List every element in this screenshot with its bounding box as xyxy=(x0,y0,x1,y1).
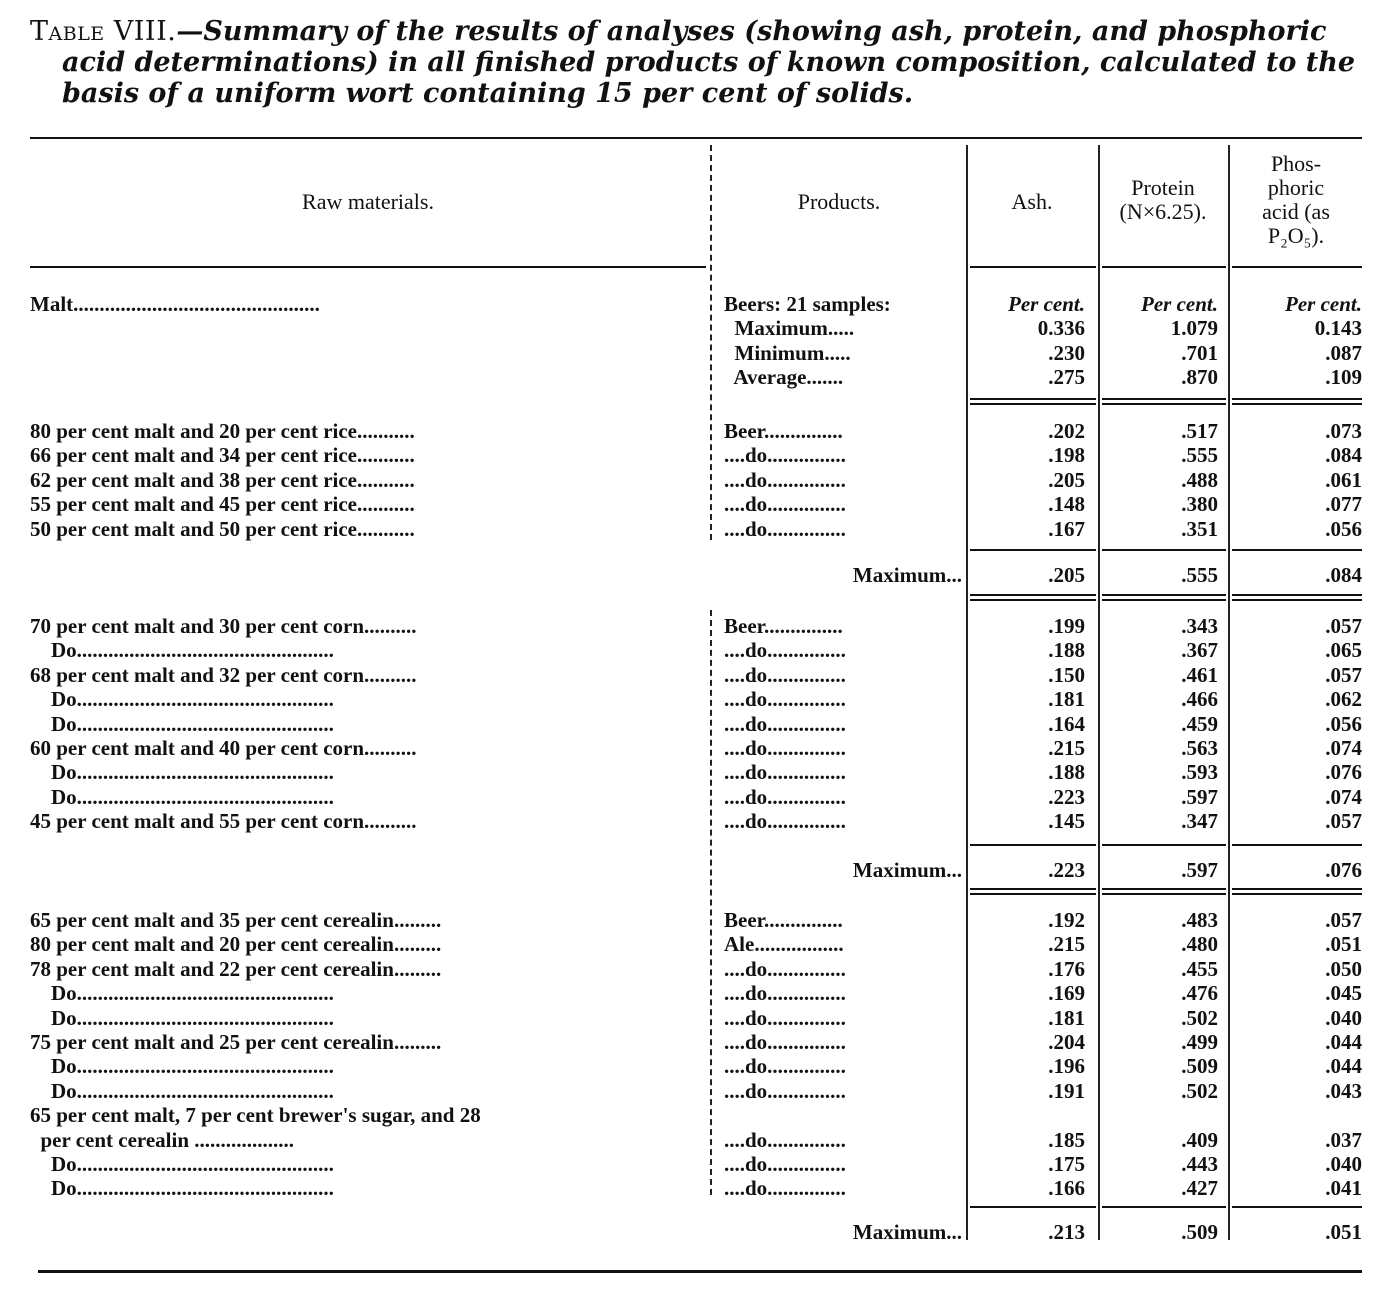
product-cell: ....do............... xyxy=(724,516,846,541)
product-cell: ....do............... xyxy=(724,492,846,517)
product-cell: ....do............... xyxy=(724,662,846,687)
raw-material-cell: Do................................................. xyxy=(30,638,334,663)
phosphoric-value: .045 xyxy=(1325,981,1362,1006)
raw-material-cell: Do................................................. xyxy=(30,687,334,712)
protein-value: .509 xyxy=(1181,1054,1218,1079)
double-rule-protein-group-2 xyxy=(1102,594,1226,596)
phosphoric-value: .056 xyxy=(1325,711,1362,736)
product-cell: Beer............... xyxy=(724,614,843,638)
phosphoric-value: Per cent. xyxy=(1285,292,1362,316)
protein-value: .476 xyxy=(1181,981,1218,1006)
header-ash: Ash. xyxy=(1011,189,1053,214)
phosphoric-value: .057 xyxy=(1325,809,1362,834)
phosphoric-value: .037 xyxy=(1325,1127,1362,1152)
header-rule-protein xyxy=(1102,266,1226,268)
ash-value: .145 xyxy=(1048,809,1085,834)
table-number: Table VIII. xyxy=(30,16,177,47)
phosphoric-value: .061 xyxy=(1325,467,1362,492)
phosphoric-value: 0.143 xyxy=(1314,316,1362,341)
protein-value: .347 xyxy=(1181,809,1218,834)
double-rule-protein-group-3-2 xyxy=(1102,893,1226,895)
header-protein: Protein (N×6.25). xyxy=(1119,175,1207,224)
phosphoric-value: .044 xyxy=(1325,1054,1362,1079)
ash-value: .166 xyxy=(1048,1176,1085,1201)
protein-value: .593 xyxy=(1181,760,1218,785)
table-top-rule xyxy=(30,137,1362,139)
ash-value: .230 xyxy=(1048,340,1085,365)
phosphoric-value: .050 xyxy=(1325,956,1362,981)
ash-value: .150 xyxy=(1048,662,1085,687)
max-rule-phos-3 xyxy=(1232,1206,1362,1208)
product-cell: ....do............... xyxy=(724,1005,846,1030)
protein-value: .427 xyxy=(1181,1176,1218,1201)
phosphoric-value: .077 xyxy=(1325,492,1362,517)
ash-value: .185 xyxy=(1048,1127,1085,1152)
protein-value: .870 xyxy=(1181,365,1218,390)
protein-value: .499 xyxy=(1181,1030,1218,1054)
max-rule-phos-1 xyxy=(1232,549,1362,551)
product-cell: ....do............... xyxy=(724,1054,846,1079)
max-ash-value: .205 xyxy=(1048,563,1085,587)
phosphoric-value: .056 xyxy=(1325,516,1362,541)
raw-material-cell: Do................................................. xyxy=(30,1176,334,1201)
max-rule-protein-3 xyxy=(1102,1206,1226,1208)
raw-material-cell: 66 per cent malt and 34 per cent rice........... xyxy=(30,443,415,468)
max-rule-ash-2 xyxy=(970,844,1096,846)
product-cell: ....do............... xyxy=(724,1030,846,1054)
phosphoric-value: .109 xyxy=(1325,365,1362,390)
phosphoric-value: .040 xyxy=(1325,1005,1362,1030)
ash-value: .205 xyxy=(1048,467,1085,492)
protein-value: .351 xyxy=(1181,516,1218,541)
raw-material-cell: Do................................................. xyxy=(30,711,334,736)
phosphoric-value: .076 xyxy=(1325,760,1362,785)
ash-value: .164 xyxy=(1048,711,1085,736)
raw-material-cell: 50 per cent malt and 50 per cent rice........... xyxy=(30,516,415,541)
double-rule-phos-group-3-2 xyxy=(1232,893,1362,895)
protein-value: .488 xyxy=(1181,467,1218,492)
product-cell: ....do............... xyxy=(724,687,846,712)
header-rule-phos xyxy=(1232,266,1362,268)
product-cell: Average....... xyxy=(724,365,844,390)
raw-material-cell: per cent cerealin ................... xyxy=(30,1127,295,1152)
protein-value: .455 xyxy=(1181,956,1218,981)
header-rule-ash xyxy=(970,266,1096,268)
phosphoric-value: .062 xyxy=(1325,687,1362,712)
protein-value: Per cent. xyxy=(1141,292,1218,316)
product-cell: ....do............... xyxy=(724,981,846,1006)
header-phosphoric: Phos- phoric acid (as P₂O₅). xyxy=(1262,151,1330,248)
phosphoric-value: .073 xyxy=(1325,419,1362,443)
protein-value: .597 xyxy=(1181,784,1218,809)
protein-value: .367 xyxy=(1181,638,1218,663)
raw-material-cell: 65 per cent malt and 35 per cent cerealin......... xyxy=(30,908,442,932)
raw-material-cell: Do................................................. xyxy=(30,1005,334,1030)
max-ash-value: .213 xyxy=(1048,1220,1085,1244)
raw-material-cell: 65 per cent malt, 7 per cent brewer's sugar, and 28 xyxy=(30,1103,481,1128)
double-rule-protein-group-1 xyxy=(1102,398,1226,400)
ash-value: .196 xyxy=(1048,1054,1085,1079)
ash-value: .181 xyxy=(1048,687,1085,712)
raw-material-cell: 80 per cent malt and 20 per cent cerealin......... xyxy=(30,932,442,957)
raw-material-cell: 70 per cent malt and 30 per cent corn.......... xyxy=(30,614,417,638)
ash-value: .215 xyxy=(1048,736,1085,760)
ash-value: .169 xyxy=(1048,981,1085,1006)
protein-value: 1.079 xyxy=(1170,316,1218,341)
table-bottom-rule xyxy=(38,1270,1362,1273)
double-rule-phos-group-1 xyxy=(1232,398,1362,400)
protein-value: .343 xyxy=(1181,614,1218,638)
phosphoric-value: .043 xyxy=(1325,1078,1362,1103)
phosphoric-value: .057 xyxy=(1325,908,1362,932)
caption-text-1: —Summary of the results of analyses (showing ash, protein, and phosphoric xyxy=(176,16,1327,47)
phosphoric-value: .065 xyxy=(1325,638,1362,663)
raw-material-cell: Do................................................. xyxy=(30,1078,334,1103)
raw-material-cell: 55 per cent malt and 45 per cent rice........... xyxy=(30,492,415,517)
protein-value: .502 xyxy=(1181,1078,1218,1103)
protein-value: .563 xyxy=(1181,736,1218,760)
maximum-label: Maximum... xyxy=(852,858,962,882)
caption-text-3: basis of a uniform wort containing 15 per cent of solids. xyxy=(62,78,914,109)
product-cell: Beer............... xyxy=(724,419,843,443)
product-cell: ....do............... xyxy=(724,1078,846,1103)
double-rule-phos-group-2-2 xyxy=(1232,599,1362,601)
max-rule-protein-2 xyxy=(1102,844,1226,846)
protein-value: .459 xyxy=(1181,711,1218,736)
ash-value: .188 xyxy=(1048,760,1085,785)
double-rule-ash-group-3 xyxy=(970,888,1096,890)
product-cell: Ale................. xyxy=(724,932,844,957)
raw-material-cell: Do................................................. xyxy=(30,760,334,785)
double-rule-protein-group-1-2 xyxy=(1102,403,1226,405)
protein-value: .483 xyxy=(1181,908,1218,932)
ash-value: .167 xyxy=(1048,516,1085,541)
raw-material-cell: 80 per cent malt and 20 per cent rice........... xyxy=(30,419,415,443)
double-rule-protein-group-3 xyxy=(1102,888,1226,890)
column-divider-products xyxy=(710,145,712,540)
protein-value: .701 xyxy=(1181,340,1218,365)
protein-value: .502 xyxy=(1181,1005,1218,1030)
raw-material-cell: 75 per cent malt and 25 per cent cerealin......... xyxy=(30,1030,442,1054)
phosphoric-value: .084 xyxy=(1325,443,1362,468)
max-phosphoric-value: .084 xyxy=(1325,563,1362,587)
ash-value: .181 xyxy=(1048,1005,1085,1030)
protein-value: .380 xyxy=(1181,492,1218,517)
phosphoric-value: .087 xyxy=(1325,340,1362,365)
raw-material-cell: 78 per cent malt and 22 per cent cerealin......... xyxy=(30,956,442,981)
max-protein-value: .555 xyxy=(1181,563,1218,587)
product-cell: ....do............... xyxy=(724,1152,846,1176)
raw-material-cell: Do................................................. xyxy=(30,981,334,1006)
double-rule-phos-group-2 xyxy=(1232,594,1362,596)
ash-value: .192 xyxy=(1048,908,1085,932)
caption-text-2: acid determinations) in all finished products of known composition, calculated to the xyxy=(62,47,1356,78)
ash-value: .188 xyxy=(1048,638,1085,663)
double-rule-phos-group-1-2 xyxy=(1232,403,1362,405)
raw-material-cell: 45 per cent malt and 55 per cent corn.......... xyxy=(30,809,417,834)
product-cell: ....do............... xyxy=(724,443,846,468)
ash-value: .176 xyxy=(1048,956,1085,981)
double-rule-ash-group-3-2 xyxy=(970,893,1096,895)
protein-value: .461 xyxy=(1181,662,1218,687)
protein-value: .555 xyxy=(1181,443,1218,468)
max-rule-phos-2 xyxy=(1232,844,1362,846)
product-cell: Beers: 21 samples: xyxy=(724,292,891,316)
protein-value: .480 xyxy=(1181,932,1218,957)
header-raw-materials: Raw materials. xyxy=(302,189,434,214)
maximum-label: Maximum... xyxy=(852,563,962,587)
phosphoric-value: .040 xyxy=(1325,1152,1362,1176)
product-cell: ....do............... xyxy=(724,956,846,981)
ash-value: .204 xyxy=(1048,1030,1085,1054)
ash-value: .199 xyxy=(1048,614,1085,638)
raw-material-cell: Malt............................................... xyxy=(30,292,320,316)
raw-material-cell: 60 per cent malt and 40 per cent corn.......... xyxy=(30,736,417,760)
product-cell: ....do............... xyxy=(724,809,846,834)
phosphoric-value: .044 xyxy=(1325,1030,1362,1054)
raw-material-cell: Do................................................. xyxy=(30,1054,334,1079)
ash-value: .275 xyxy=(1048,365,1085,390)
protein-value: .466 xyxy=(1181,687,1218,712)
product-cell: Beer............... xyxy=(724,908,843,932)
max-rule-ash-3 xyxy=(970,1206,1096,1208)
phosphoric-value: .057 xyxy=(1325,614,1362,638)
column-divider-phos xyxy=(1228,145,1230,1240)
product-cell: Minimum..... xyxy=(724,340,851,365)
max-ash-value: .223 xyxy=(1048,858,1085,882)
phosphoric-value: .074 xyxy=(1325,784,1362,809)
product-cell: ....do............... xyxy=(724,760,846,785)
raw-material-cell: 62 per cent malt and 38 per cent rice........... xyxy=(30,467,415,492)
ash-value: .223 xyxy=(1048,784,1085,809)
ash-value: 0.336 xyxy=(1037,316,1085,341)
product-cell: Maximum..... xyxy=(724,316,855,341)
ash-value: .202 xyxy=(1048,419,1085,443)
raw-material-cell: Do................................................. xyxy=(30,784,334,809)
phosphoric-value: .051 xyxy=(1325,932,1362,957)
maximum-label: Maximum... xyxy=(852,1220,962,1244)
phosphoric-value: .041 xyxy=(1325,1176,1362,1201)
protein-value: .443 xyxy=(1181,1152,1218,1176)
phosphoric-value: .074 xyxy=(1325,736,1362,760)
max-phosphoric-value: .051 xyxy=(1325,1220,1362,1244)
ash-value: .215 xyxy=(1048,932,1085,957)
max-rule-protein-1 xyxy=(1102,549,1226,551)
double-rule-ash-group-1-2 xyxy=(970,403,1096,405)
ash-value: .175 xyxy=(1048,1152,1085,1176)
max-protein-value: .597 xyxy=(1181,858,1218,882)
raw-material-cell: 68 per cent malt and 32 per cent corn.......... xyxy=(30,662,417,687)
double-rule-phos-group-3 xyxy=(1232,888,1362,890)
product-cell: ....do............... xyxy=(724,638,846,663)
product-cell: ....do............... xyxy=(724,736,846,760)
ash-value: .191 xyxy=(1048,1078,1085,1103)
column-divider-products-b xyxy=(710,610,712,1195)
table-caption xyxy=(30,16,1360,109)
double-rule-ash-group-2-2 xyxy=(970,599,1096,601)
double-rule-ash-group-1 xyxy=(970,398,1096,400)
protein-value: .409 xyxy=(1181,1127,1218,1152)
ash-value: Per cent. xyxy=(1008,292,1085,316)
product-cell: ....do............... xyxy=(724,1176,846,1201)
product-cell: ....do............... xyxy=(724,784,846,809)
ash-value: .198 xyxy=(1048,443,1085,468)
double-rule-ash-group-2 xyxy=(970,594,1096,596)
phosphoric-value: .057 xyxy=(1325,662,1362,687)
max-rule-ash-1 xyxy=(970,549,1096,551)
raw-material-cell: Do................................................. xyxy=(30,1152,334,1176)
protein-value: .517 xyxy=(1181,419,1218,443)
product-cell: ....do............... xyxy=(724,467,846,492)
max-phosphoric-value: .076 xyxy=(1325,858,1362,882)
header-rule-raw xyxy=(30,266,706,268)
product-cell: ....do............... xyxy=(724,1127,846,1152)
max-protein-value: .509 xyxy=(1181,1220,1218,1244)
double-rule-protein-group-2-2 xyxy=(1102,599,1226,601)
ash-value: .148 xyxy=(1048,492,1085,517)
product-cell: ....do............... xyxy=(724,711,846,736)
header-products: Products. xyxy=(797,189,881,214)
